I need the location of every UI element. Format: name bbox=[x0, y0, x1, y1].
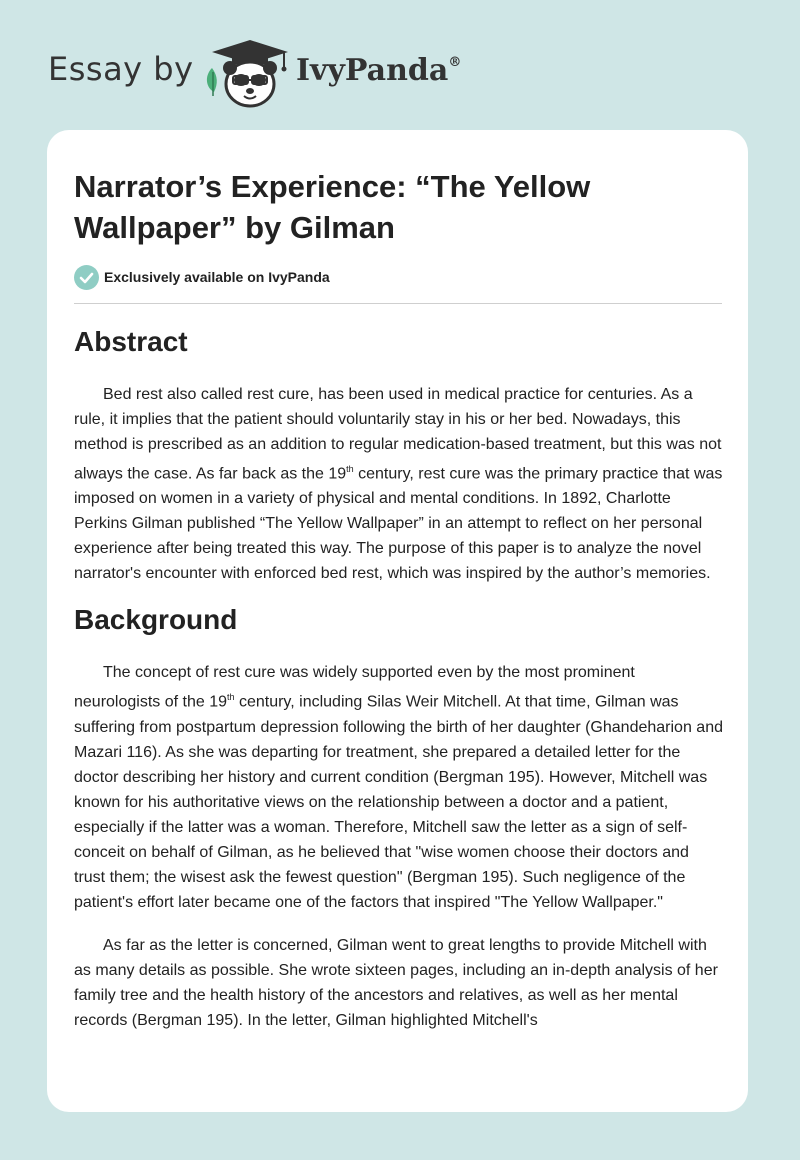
superscript: th bbox=[346, 464, 354, 474]
background-paragraph-2: As far as the letter is concerned, Gilman went to great lengths to provide Mitchell with as many details as possible. She wrote sixteen pages, including an in-depth analysis of her family tree and the health history of the ancestors and relatives, as well as her mental records (Bergman 195). In the letter, Gilman highlighted Mitchell's bbox=[74, 936, 718, 1029]
check-icon bbox=[74, 265, 99, 290]
brand-name[interactable] bbox=[296, 53, 461, 88]
panda-logo-icon[interactable] bbox=[202, 38, 298, 110]
exclusive-badge bbox=[74, 264, 330, 290]
site-header bbox=[0, 0, 800, 125]
essay-title: Narrator’s Experience: “The Yellow Wallpaper” by Gilman bbox=[74, 169, 591, 245]
essay-by-label: Essay by bbox=[48, 50, 194, 88]
divider bbox=[74, 303, 722, 304]
superscript: th bbox=[227, 692, 235, 703]
paragraph-text: century, rest cure was the primary practice that was imposed on women in a variety of physical and mental conditions. In 1892, Charlotte Perkins Gilman published “The Yellow Wallpaper” in an attempt to reflect on her personal experience after being treated this way. The purpose of this paper is to analyze the novel narrator's encounter with enforced bed rest, which was inspired by the author’s memories. bbox=[74, 465, 723, 583]
exclusive-label: Exclusively available on IvyPanda bbox=[104, 269, 330, 285]
paragraph-text: Bed rest also called rest cure, has been used in medical practice for centuries. As a rule, it implies that the patient should voluntarily stay in his or her bed. Nowadays, this method is prescribed as an addition to regular medication-based treatment, but this was not always the case. As far back as the 19 bbox=[74, 386, 722, 483]
leaf-icon bbox=[207, 68, 217, 96]
background-paragraph-1 bbox=[74, 660, 724, 914]
registered-mark: ® bbox=[448, 55, 462, 70]
essay-card bbox=[47, 130, 748, 1112]
paragraph-text: The concept of rest cure was widely supported even by the most prominent neurologists of the 19 bbox=[74, 664, 635, 711]
brand-text: IvyPanda bbox=[296, 53, 449, 88]
section-heading-abstract: Abstract bbox=[74, 326, 188, 357]
abstract-paragraph bbox=[74, 382, 724, 586]
essay-body bbox=[74, 324, 724, 1051]
section-heading-background: Background bbox=[74, 604, 238, 636]
paragraph-text: century, including Silas Weir Mitchell. At that time, Gilman was suffering from postpartum depression following the birth of her daughter (Ghandeharion and Mazari 116). As she was departing for treatment, she prepared a detailed letter for the doctor describing her history and current condition (Bergman 195). However, Mitchell was known for his authoritative views on the relationship between a doctor and a patient, especially if the latter was a woman. Therefore, Mitchell saw the letter as a sign of self-conceit on behalf of Gilman, as he believed that "wise women choose their doctors and trust them; the wisest ask the fewest question" (Bergman 195). Such negligence of the patient's effort later became one of the factors that inspired "The Yellow Wallpaper." bbox=[74, 693, 723, 911]
